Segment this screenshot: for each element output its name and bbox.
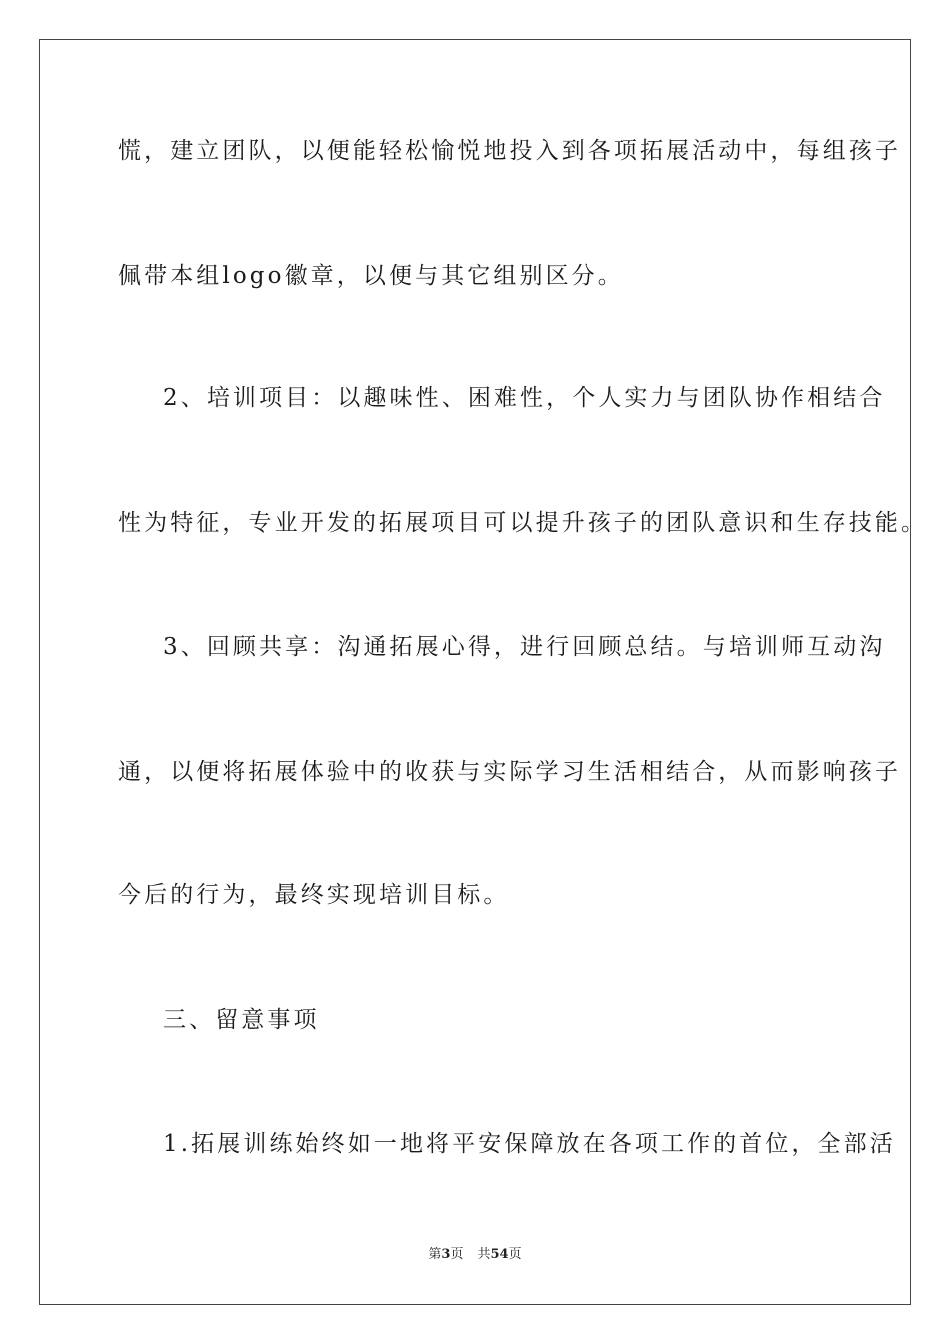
page-footer (0, 1246, 950, 1264)
page-suffix: 页 (450, 1247, 464, 1262)
paragraph-line: 慌，建立团队，以便能轻松愉悦地投入到各项拓展活动中，每组孩子 (118, 138, 901, 164)
paragraph-line: 性为特征，专业开发的拓展项目可以提升孩子的团队意识和生存技能。 (118, 510, 928, 536)
paragraph-line: 通，以便将拓展体验中的收获与实际学习生活相结合，从而影响孩子 (118, 759, 901, 785)
page-prefix: 第 (428, 1247, 442, 1262)
current-page-number: 3 (441, 1247, 451, 1262)
total-suffix: 页 (508, 1247, 522, 1262)
total-prefix: 共 (477, 1247, 491, 1262)
section-heading: 三、留意事项 (163, 1007, 320, 1033)
page-border (39, 39, 911, 1305)
paragraph-line: 3、回顾共享：沟通拓展心得，进行回顾总结。与培训师互动沟 (163, 634, 886, 660)
total-pages-number: 54 (490, 1247, 509, 1262)
paragraph-line: 今后的行为，最终实现培训目标。 (118, 882, 510, 908)
paragraph-line: 佩带本组logo徽章，以便与其它组别区分。 (118, 263, 624, 289)
paragraph-line: 1.拓展训练始终如一地将平安保障放在各项工作的首位，全部活 (163, 1131, 896, 1157)
paragraph-line: 2、培训项目：以趣味性、困难性，个人实力与团队协作相结合 (163, 385, 886, 411)
